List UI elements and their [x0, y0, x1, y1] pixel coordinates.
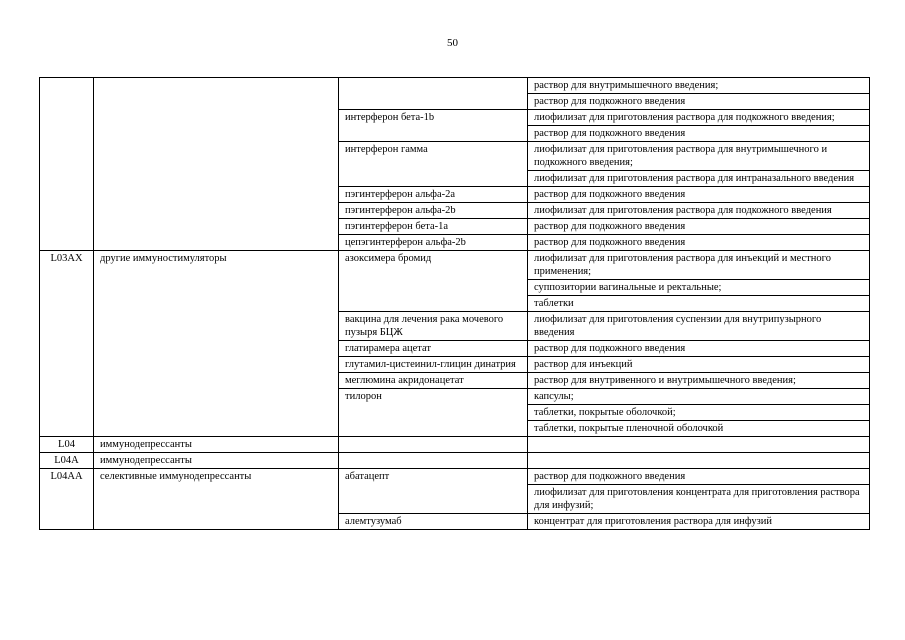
drug-cell: цепэгинтерферон альфа-2b [339, 235, 528, 251]
group-cell: иммунодепрессанты [94, 453, 339, 469]
form-cell: раствор для подкожного введения [528, 219, 870, 235]
form-cell: раствор для инъекций [528, 357, 870, 373]
form-cell: таблетки, покрытые оболочкой; [528, 405, 870, 421]
atc-code-cell: L03AX [40, 251, 94, 437]
drug-cell: пэгинтерферон бета-1a [339, 219, 528, 235]
form-cell: лиофилизат для приготовления раствора для подкожного введения [528, 203, 870, 219]
form-cell: лиофилизат для приготовления раствора для внутримышечного и подкожного введения; [528, 142, 870, 171]
form-cell: раствор для внутримышечного введения; [528, 78, 870, 94]
drug-cell: интерферон бета-1b [339, 110, 528, 142]
form-cell: лиофилизат для приготовления раствора для подкожного введения; [528, 110, 870, 126]
atc-code-cell: L04AA [40, 469, 94, 530]
form-cell: таблетки [528, 296, 870, 312]
atc-code-cell [40, 78, 94, 251]
drug-cell: алемтузумаб [339, 514, 528, 530]
drug-cell: тилорон [339, 389, 528, 437]
form-cell: лиофилизат для приготовления концентрата для приготовления раствора для инфузий; [528, 485, 870, 514]
group-cell: селективные иммунодепрессанты [94, 469, 339, 530]
drug-cell [339, 437, 528, 453]
drug-cell [339, 453, 528, 469]
table-row [40, 469, 870, 485]
form-cell: раствор для подкожного введения [528, 94, 870, 110]
drug-cell: глатирамера ацетат [339, 341, 528, 357]
drug-cell: абатацепт [339, 469, 528, 514]
drug-table [39, 77, 870, 530]
drug-cell: пэгинтерферон альфа-2a [339, 187, 528, 203]
table-row [40, 251, 870, 280]
group-cell: иммунодепрессанты [94, 437, 339, 453]
atc-code-cell: L04 [40, 437, 94, 453]
group-cell [94, 78, 339, 251]
drug-cell: интерферон гамма [339, 142, 528, 187]
form-cell [528, 453, 870, 469]
page-number: 50 [447, 37, 458, 49]
atc-code-cell: L04A [40, 453, 94, 469]
form-cell [528, 437, 870, 453]
drug-cell: азоксимера бромид [339, 251, 528, 312]
drug-cell: пэгинтерферон альфа-2b [339, 203, 528, 219]
table-row [40, 453, 870, 469]
table-row [40, 437, 870, 453]
drug-cell: глутамил-цистеинил-глицин динатрия [339, 357, 528, 373]
form-cell: лиофилизат для приготовления раствора для интраназального введения [528, 171, 870, 187]
form-cell: раствор для подкожного введения [528, 126, 870, 142]
form-cell: капсулы; [528, 389, 870, 405]
form-cell: раствор для внутривенного и внутримышечного введения; [528, 373, 870, 389]
form-cell: лиофилизат для приготовления раствора для инъекций и местного применения; [528, 251, 870, 280]
drug-cell [339, 78, 528, 110]
form-cell: раствор для подкожного введения [528, 235, 870, 251]
drug-cell: меглюмина акридонацетат [339, 373, 528, 389]
group-cell: другие иммуностимуляторы [94, 251, 339, 437]
form-cell: суппозитории вагинальные и ректальные; [528, 280, 870, 296]
form-cell: раствор для подкожного введения [528, 187, 870, 203]
form-cell: концентрат для приготовления раствора для инфузий [528, 514, 870, 530]
form-cell: лиофилизат для приготовления суспензии для внутрипузырного введения [528, 312, 870, 341]
table-row [40, 78, 870, 94]
drug-cell: вакцина для лечения рака мочевого пузыря БЦЖ [339, 312, 528, 341]
form-cell: таблетки, покрытые пленочной оболочкой [528, 421, 870, 437]
form-cell: раствор для подкожного введения [528, 341, 870, 357]
form-cell: раствор для подкожного введения [528, 469, 870, 485]
